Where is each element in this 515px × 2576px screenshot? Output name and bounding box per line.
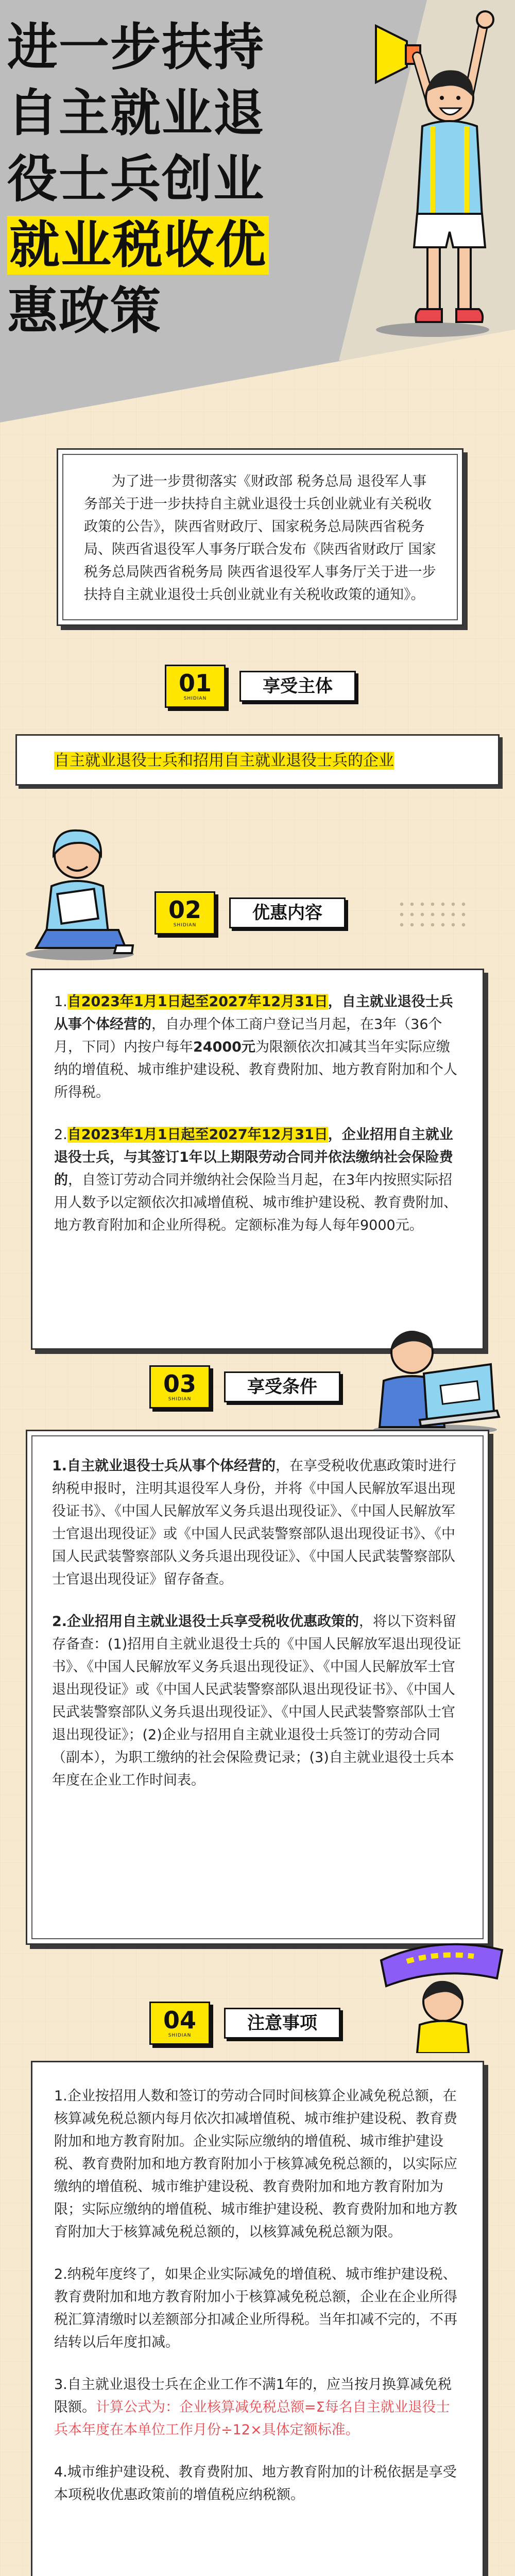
section-03-heading xyxy=(149,1365,366,1412)
notes-card xyxy=(31,2061,484,2576)
title-line-1: 进一步扶持 xyxy=(7,18,265,77)
benefits-card xyxy=(31,969,484,1350)
condition-item-2: 2.企业招用自主就业退役士兵享受税收优惠政策的，将以下资料留存备查：(1)招用自主就业退役士兵的《中国人民解放军退出现役证书》、《中国人民解放军义务兵退出现役证》、《中国人民解放军士官退出现役证》或《中国人民武装警察部队退出现役证书》、《中国人民武装警察部队义务兵退出现役证》、《中国人民武装警察部队士官退出现役证》；(2)企业与招用自主就业退役士兵签订的劳动合同（副本），为职工缴纳的社会保险费记录；(3)自主就业退役士兵本年度在企业工作时间表。 xyxy=(52,1614,461,1788)
intro-text: 为了进一步贯彻落实《财政部 税务总局 退役军人事务部关于进一步扶持自主就业退役士兵创业就业有关税收政策的公告》，陕西省财政厅、国家税务总局陕西省税务局、陕西省退役军人事务厅联合发布《陕西省财政厅 国家税务总局陕西省税务局 陕西省退役军人事务厅关于进一步扶持自主就业退役士兵创业就业有关税收政策的通知》。 xyxy=(84,473,436,603)
cheering-person-illustration xyxy=(355,5,510,340)
page-title xyxy=(7,14,327,344)
subject-card xyxy=(15,734,500,786)
note-item-3: 3.自主就业退役士兵在企业工作不满1年的，应当按月换算减免税限额。计算公式为：企业核算减免税总额=Σ每名自主就业退役士兵本年度在本单位工作月份÷12×具体定额标准。 xyxy=(54,2377,452,2438)
reading-person-illustration xyxy=(15,824,139,963)
section-04-number-badge: 04 SHIDIAN xyxy=(149,2002,210,2045)
condition-item-1: 1.自主就业退役士兵从事个体经营的，在享受税收优惠政策时进行纳税申报时，注明其退役军人身份，并将《中国人民解放军退出现役证书》、《中国人民解放军义务兵退出现役证》、《中国人民解放军士官退出现役证》或《中国人民武装警察部队退出现役证书》、《中国人民武装警察部队义务兵退出现役证》、《中国人民武装警察部队士官退出现役证》留存备查。 xyxy=(52,1458,457,1587)
title-line-3: 役士兵创业 xyxy=(7,150,265,209)
intro-card xyxy=(57,448,464,626)
conditions-card xyxy=(26,1430,489,1945)
benefit-item-2: 2.自2023年1月1日起至2027年12月31日，企业招用自主就业退役士兵，与其签订1年以上期限劳动合同并依法缴纳社会保险费的，自签订劳动合同并缴纳社会保险当月起，在3年内按照实际招用人数予以定额依次扣减增值税、城市维护建设税、教育费附加、地方教育附加和企业所得税。定额标准为每人每年9000元。 xyxy=(54,1127,457,1233)
title-line-2: 自主就业退 xyxy=(7,84,265,143)
section-02-label: 优惠内容 xyxy=(229,897,346,928)
title-line-4: 就业税收优 xyxy=(7,216,269,275)
section-04-label: 注意事项 xyxy=(224,2008,340,2039)
title-line-5: 惠政策 xyxy=(7,282,162,341)
dot-pattern-decor xyxy=(397,899,469,930)
section-03-label: 享受条件 xyxy=(224,1371,340,1402)
note-item-4: 4.城市维护建设税、教育费附加、地方教育附加的计税依据是享受本项税收优惠政策前的增值税应纳税额。 xyxy=(54,2464,457,2503)
banner-person-illustration xyxy=(371,1929,510,2053)
benefit-item-1: 1.自2023年1月1日起至2027年12月31日，自主就业退役士兵从事个体经营的，自办理个体工商户登记当月起，在3年（36个月，下同）内按户每年24000元为限额依次扣减其当年实际应缴纳的增值税、城市维护建设税、教育费附加、地方教育附加和个人所得税。 xyxy=(54,994,457,1100)
section-03-number-badge: 03 SHIDIAN xyxy=(149,1365,210,1409)
laptop-person-illustration xyxy=(363,1324,502,1437)
subject-text: 自主就业退役士兵和招用自主就业退役士兵的企业 xyxy=(54,752,394,770)
section-01-label: 享受主体 xyxy=(239,671,356,702)
section-04-heading xyxy=(149,2002,366,2048)
section-01-heading xyxy=(165,665,381,711)
note-item-1: 1.企业按招用人数和签订的劳动合同时间核算企业减免税总额，在核算减免税总额内每月依次扣减增值税、城市维护建设税、教育费附加和地方教育附加。企业实际应缴纳的增值税、城市维护建设税、教育费附加和地方教育附加小于核算减免税总额的，以实际应缴纳的增值税、城市维护建设税、教育费附加和地方教育附加为限；实际应缴纳的增值税、城市维护建设税、教育费附加和地方教育附加大于核算减免税总额的，以核算减免税总额为限。 xyxy=(54,2088,457,2240)
note-item-2: 2.纳税年度终了，如果企业实际减免的增值税、城市维护建设税、教育费附加和地方教育附加小于核算减免税总额，企业在企业所得税汇算清缴时以差额部分扣减企业所得税。当年扣减不完的，不再结转以后年度扣减。 xyxy=(54,2266,457,2350)
section-01-number-badge: 01 SHIDIAN xyxy=(165,665,226,708)
section-02-heading xyxy=(154,891,371,938)
section-02-number-badge: 02 SHIDIAN xyxy=(154,891,215,935)
